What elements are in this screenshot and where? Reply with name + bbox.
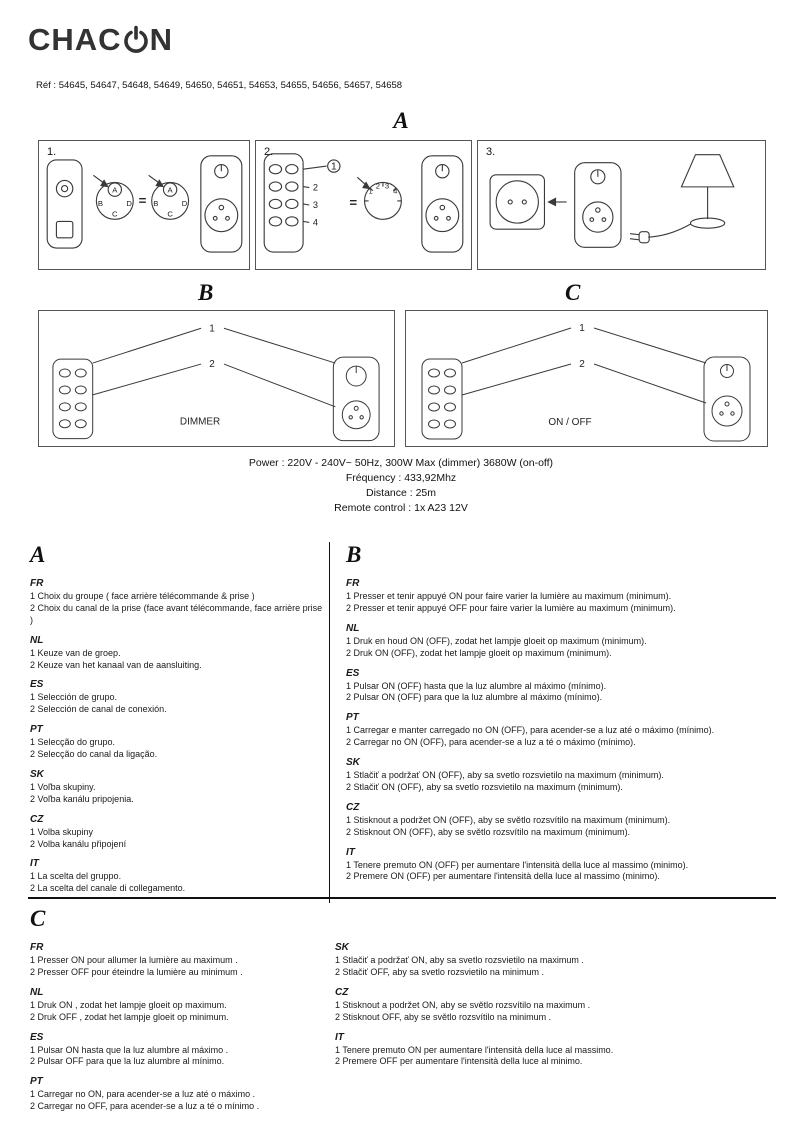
step-3-graphic	[478, 141, 765, 269]
dial-letter-a: A	[112, 185, 118, 195]
dial-letter-b: B	[97, 199, 104, 209]
diagram-row-a	[38, 140, 766, 270]
lang-code: SK	[335, 942, 349, 953]
wall-socket	[490, 175, 544, 229]
section-c-left-column	[30, 942, 335, 1121]
lang-code: ES	[346, 667, 360, 679]
section-c-divider	[28, 897, 776, 899]
instruction-line: 2 Stlačiť ON (OFF), aby sa svetlo rozsvietilo na maximum (minimum).	[346, 781, 623, 792]
lang-block-sk	[346, 757, 776, 794]
instruction-line: 2 Carregar no ON (OFF), para acender-se a luz a té o máximo (mínimo).	[346, 737, 636, 748]
lamp-plug	[639, 232, 649, 243]
lang-block-cz	[30, 814, 325, 851]
instructions-column-a	[30, 542, 330, 903]
instruction-line: 1 Presser ON pour allumer la lumière au maximum .	[30, 955, 238, 965]
lang-code: NL	[30, 634, 44, 646]
lang-code: FR	[30, 942, 44, 953]
instruction-line: 1 Volba skupiny	[30, 826, 94, 837]
instruction-line: 1 Selección de grupo.	[30, 692, 118, 703]
instruction-line: 2 Voľba kanálu pripojenia.	[30, 793, 134, 804]
channel-callout-4: 4	[312, 217, 318, 228]
lang-code: FR	[346, 578, 360, 589]
lang-code: ES	[30, 679, 44, 691]
diagram-step-3	[477, 140, 766, 270]
lang-code: FR	[30, 578, 44, 589]
instructions-b-title: B	[346, 542, 362, 567]
lang-code: SK	[346, 757, 360, 768]
step-2-label: 2.	[264, 146, 274, 158]
equals-sign: =	[349, 195, 358, 211]
lang-block-cz	[335, 987, 778, 1024]
instruction-line: 2 Stisknout OFF, aby se světlo rozsvítilo na minimum .	[335, 1011, 552, 1022]
lang-block-es	[30, 679, 325, 716]
power-o-icon	[123, 25, 149, 55]
callout-1: 1	[579, 323, 585, 334]
callout-2: 2	[209, 359, 215, 371]
instruction-line: 2 Stlačiť OFF, aby sa svetlo rozsvietilo na minimum .	[335, 966, 544, 977]
lang-block-nl	[30, 987, 335, 1024]
diagram-dimmer	[38, 310, 395, 447]
section-c-columns	[30, 942, 778, 1121]
instruction-line: 2 Keuze van het kanaal van de aansluiting.	[30, 659, 202, 670]
logo-text-right: N	[149, 22, 173, 57]
dial-letter-d: D	[181, 199, 188, 209]
instruction-line: 1 Stisknout a podržet ON, aby se světlo rozsvítilo na maximum .	[335, 999, 591, 1010]
channel-callout-1: 1	[330, 161, 337, 173]
instruction-line: 2 Presser OFF pour éteindre la lumière au minimum .	[30, 966, 243, 977]
plug-socket	[712, 396, 742, 426]
lang-block-fr	[346, 578, 776, 615]
plug-socket	[426, 199, 459, 232]
diagram-step-2	[255, 140, 472, 270]
step-1-graphic	[39, 141, 249, 269]
lang-block-pt	[30, 724, 325, 761]
lang-code: CZ	[346, 801, 360, 813]
onoff-label: ON / OFF	[548, 417, 592, 428]
channel-callout-3: 3	[312, 200, 318, 211]
lamp-cord	[648, 224, 690, 237]
lang-code: CZ	[335, 986, 349, 998]
lang-code: PT	[346, 712, 359, 724]
instruction-line: 1 Pulsar ON hasta que la luz alumbre al máximo .	[30, 1044, 229, 1055]
lang-code: NL	[346, 622, 360, 634]
instructions-c-title: C	[30, 906, 46, 931]
dial-number-1: 1	[368, 186, 373, 196]
lang-block-cz	[346, 802, 776, 839]
instruction-line: 1 Druk ON , zodat het lampje gloeit op maximum.	[30, 999, 227, 1010]
instruction-line: 2 Premere OFF per aumentare l'intensità della luce al minimo.	[335, 1056, 583, 1067]
chacon-logo	[28, 22, 173, 58]
remote-back	[47, 160, 82, 248]
instruction-line: 1 Keuze van de groep.	[30, 647, 121, 658]
instruction-line: 1 Selecção do grupo.	[30, 737, 116, 748]
instruction-line: 1 Stisknout a podržet ON (OFF), aby se světlo rozsvítilo na maximum (minimum).	[346, 814, 671, 825]
logo-text-left: CHAC	[28, 22, 122, 57]
instruction-line: 2 Pulsar ON (OFF) para que la luz alumbre al máximo (mínimo).	[346, 692, 603, 703]
lang-block-es	[30, 1032, 335, 1069]
instructions-section	[30, 542, 776, 903]
diagram-step-1	[38, 140, 250, 270]
lang-code: SK	[30, 768, 44, 780]
channel-callout-2: 2	[312, 182, 318, 193]
step-3-label: 3.	[486, 146, 496, 158]
section-b-title: B	[198, 280, 214, 305]
reference-numbers: Réf : 54645, 54647, 54648, 54649, 54650, 54651, 54653, 54655, 54656, 54657, 54658	[36, 80, 403, 91]
instruction-line: 2 Pulsar OFF para que la luz alumbre al mínimo.	[30, 1056, 225, 1067]
lang-code: IT	[335, 1031, 344, 1043]
instruction-line: 2 Selección de canal de conexión.	[30, 704, 167, 715]
lang-block-it	[30, 858, 325, 895]
section-c-title: C	[565, 280, 581, 305]
spec-frequency: Fréquency : 433,92Mhz	[345, 471, 457, 484]
lang-block-es	[346, 668, 776, 705]
lamp-shade	[681, 155, 733, 187]
instruction-line: 1 Choix du groupe ( face arrière télécommande & prise )	[30, 591, 255, 601]
spec-remote-battery: Remote control : 1x A23 12V	[334, 501, 468, 514]
lang-code: IT	[346, 846, 355, 858]
plug-socket	[583, 202, 613, 232]
lang-block-sk	[335, 942, 778, 979]
instruction-line: 1 Pulsar ON (OFF) hasta que la luz alumbre al máximo (mínimo).	[346, 680, 607, 691]
lang-block-nl	[30, 635, 325, 672]
instructions-column-b	[330, 542, 776, 903]
lang-block-it	[335, 1032, 778, 1069]
instructions-section-c	[30, 906, 778, 1121]
instruction-line: 2 Druk ON (OFF), zodat het lampje gloeit op maximum (minimum).	[346, 647, 612, 658]
dial-letter-c: C	[112, 209, 118, 219]
instruction-line: 2 Volba kanálu připojení	[30, 838, 127, 849]
plug-socket	[205, 199, 238, 232]
instruction-line: 2 Stisknout ON (OFF), aby se světlo rozsvítilo na maximum (minimum).	[346, 826, 631, 837]
remote-front	[53, 359, 93, 439]
specifications	[0, 456, 802, 516]
lang-block-pt	[346, 712, 776, 749]
instruction-line: 1 La scelta del gruppo.	[30, 871, 122, 882]
lang-code: PT	[30, 1076, 43, 1088]
instruction-line: 2 Choix du canal de la prise (face avant télécommande, face arrière prise )	[30, 602, 323, 625]
dial-number-3: 3	[384, 181, 390, 191]
lang-code: ES	[30, 1031, 44, 1043]
diagram-onoff	[405, 310, 768, 447]
spec-power: Power : 220V - 240V~ 50Hz, 300W Max (dimmer) 3680W (on-off)	[248, 457, 554, 469]
equals-sign: =	[138, 193, 147, 208]
lang-code: CZ	[30, 813, 44, 825]
lang-block-pt	[30, 1076, 335, 1113]
onoff-graphic	[406, 311, 767, 446]
lang-code: PT	[30, 724, 43, 736]
dial-letter-d: D	[126, 199, 132, 209]
lang-block-nl	[346, 623, 776, 660]
lang-block-fr	[30, 942, 335, 979]
lang-code: NL	[30, 986, 44, 998]
dimmer-label: DIMMER	[179, 416, 221, 428]
instruction-line: 1 Tenere premuto ON per aumentare l'intensità della luce al massimo.	[335, 1044, 614, 1055]
callout-1: 1	[209, 323, 215, 335]
instruction-line: 2 Druk OFF , zodat het lampje gloeit op minimum.	[30, 1011, 229, 1022]
instruction-line: 1 Stlačiť a podržať ON (OFF), aby sa svetlo rozsvietilo na maximum (minimum).	[346, 770, 664, 780]
dimmer-graphic	[39, 311, 394, 446]
instruction-line: 1 Carregar e manter carregado no ON (OFF), para acender-se a luz até o máximo (mínimo).	[346, 725, 715, 736]
lang-block-fr	[30, 578, 325, 627]
instruction-line: 2 Carregar no OFF, para acender-se a luz a té o mínimo .	[30, 1101, 260, 1112]
spec-distance: Distance : 25m	[365, 486, 437, 499]
step-2-graphic	[256, 141, 471, 269]
step-1-label: 1.	[47, 146, 57, 158]
instruction-line: 1 Carregar no ON, para acender-se a luz até o máximo .	[30, 1089, 256, 1100]
lang-block-sk	[30, 769, 325, 806]
instruction-line: 1 Stlačiť a podržať ON, aby sa svetlo rozsvietilo na maximum .	[335, 955, 584, 965]
instructions-a-title: A	[30, 542, 46, 567]
instruction-line: 2 Premere ON (OFF) per aumentare l'intensità della luce al massimo (minimo).	[346, 871, 660, 882]
section-c-right-column	[335, 942, 778, 1121]
dial-letter-a: A	[167, 185, 173, 195]
dial-number-2: 2	[375, 181, 380, 191]
diagram-row-bc	[38, 310, 768, 447]
lang-block-it	[346, 847, 776, 884]
lamp-base	[690, 218, 724, 228]
instruction-line: 1 Voľba skupiny.	[30, 781, 96, 792]
section-a-title: A	[393, 108, 409, 133]
dial-letter-c: C	[167, 209, 173, 219]
dial-number-4: 4	[393, 186, 398, 196]
lang-code: IT	[30, 858, 39, 870]
instruction-line: 1 Tenere premuto ON (OFF) per aumentare l'intensità della luce al massimo (minimo).	[346, 859, 689, 870]
plug-socket	[342, 401, 370, 429]
instruction-line: 2 Presser et tenir appuyé OFF pour faire varier la lumière au maximum (minimum).	[346, 602, 676, 613]
instruction-line: 1 Presser et tenir appuyé ON pour faire varier la lumière au maximum (minimum).	[346, 591, 672, 601]
dial-letter-b: B	[153, 199, 159, 209]
callout-2: 2	[579, 359, 585, 370]
instruction-line: 2 Selecção do canal da ligação.	[30, 749, 158, 759]
battery-door	[56, 221, 72, 237]
remote-front	[422, 359, 462, 439]
instruction-line: 2 La scelta del canale di collegamento.	[30, 883, 186, 894]
remote-group-dial	[56, 180, 72, 196]
instruction-line: 1 Druk en houd ON (OFF), zodat het lampje gloeit op maximum (minimum).	[346, 635, 647, 646]
